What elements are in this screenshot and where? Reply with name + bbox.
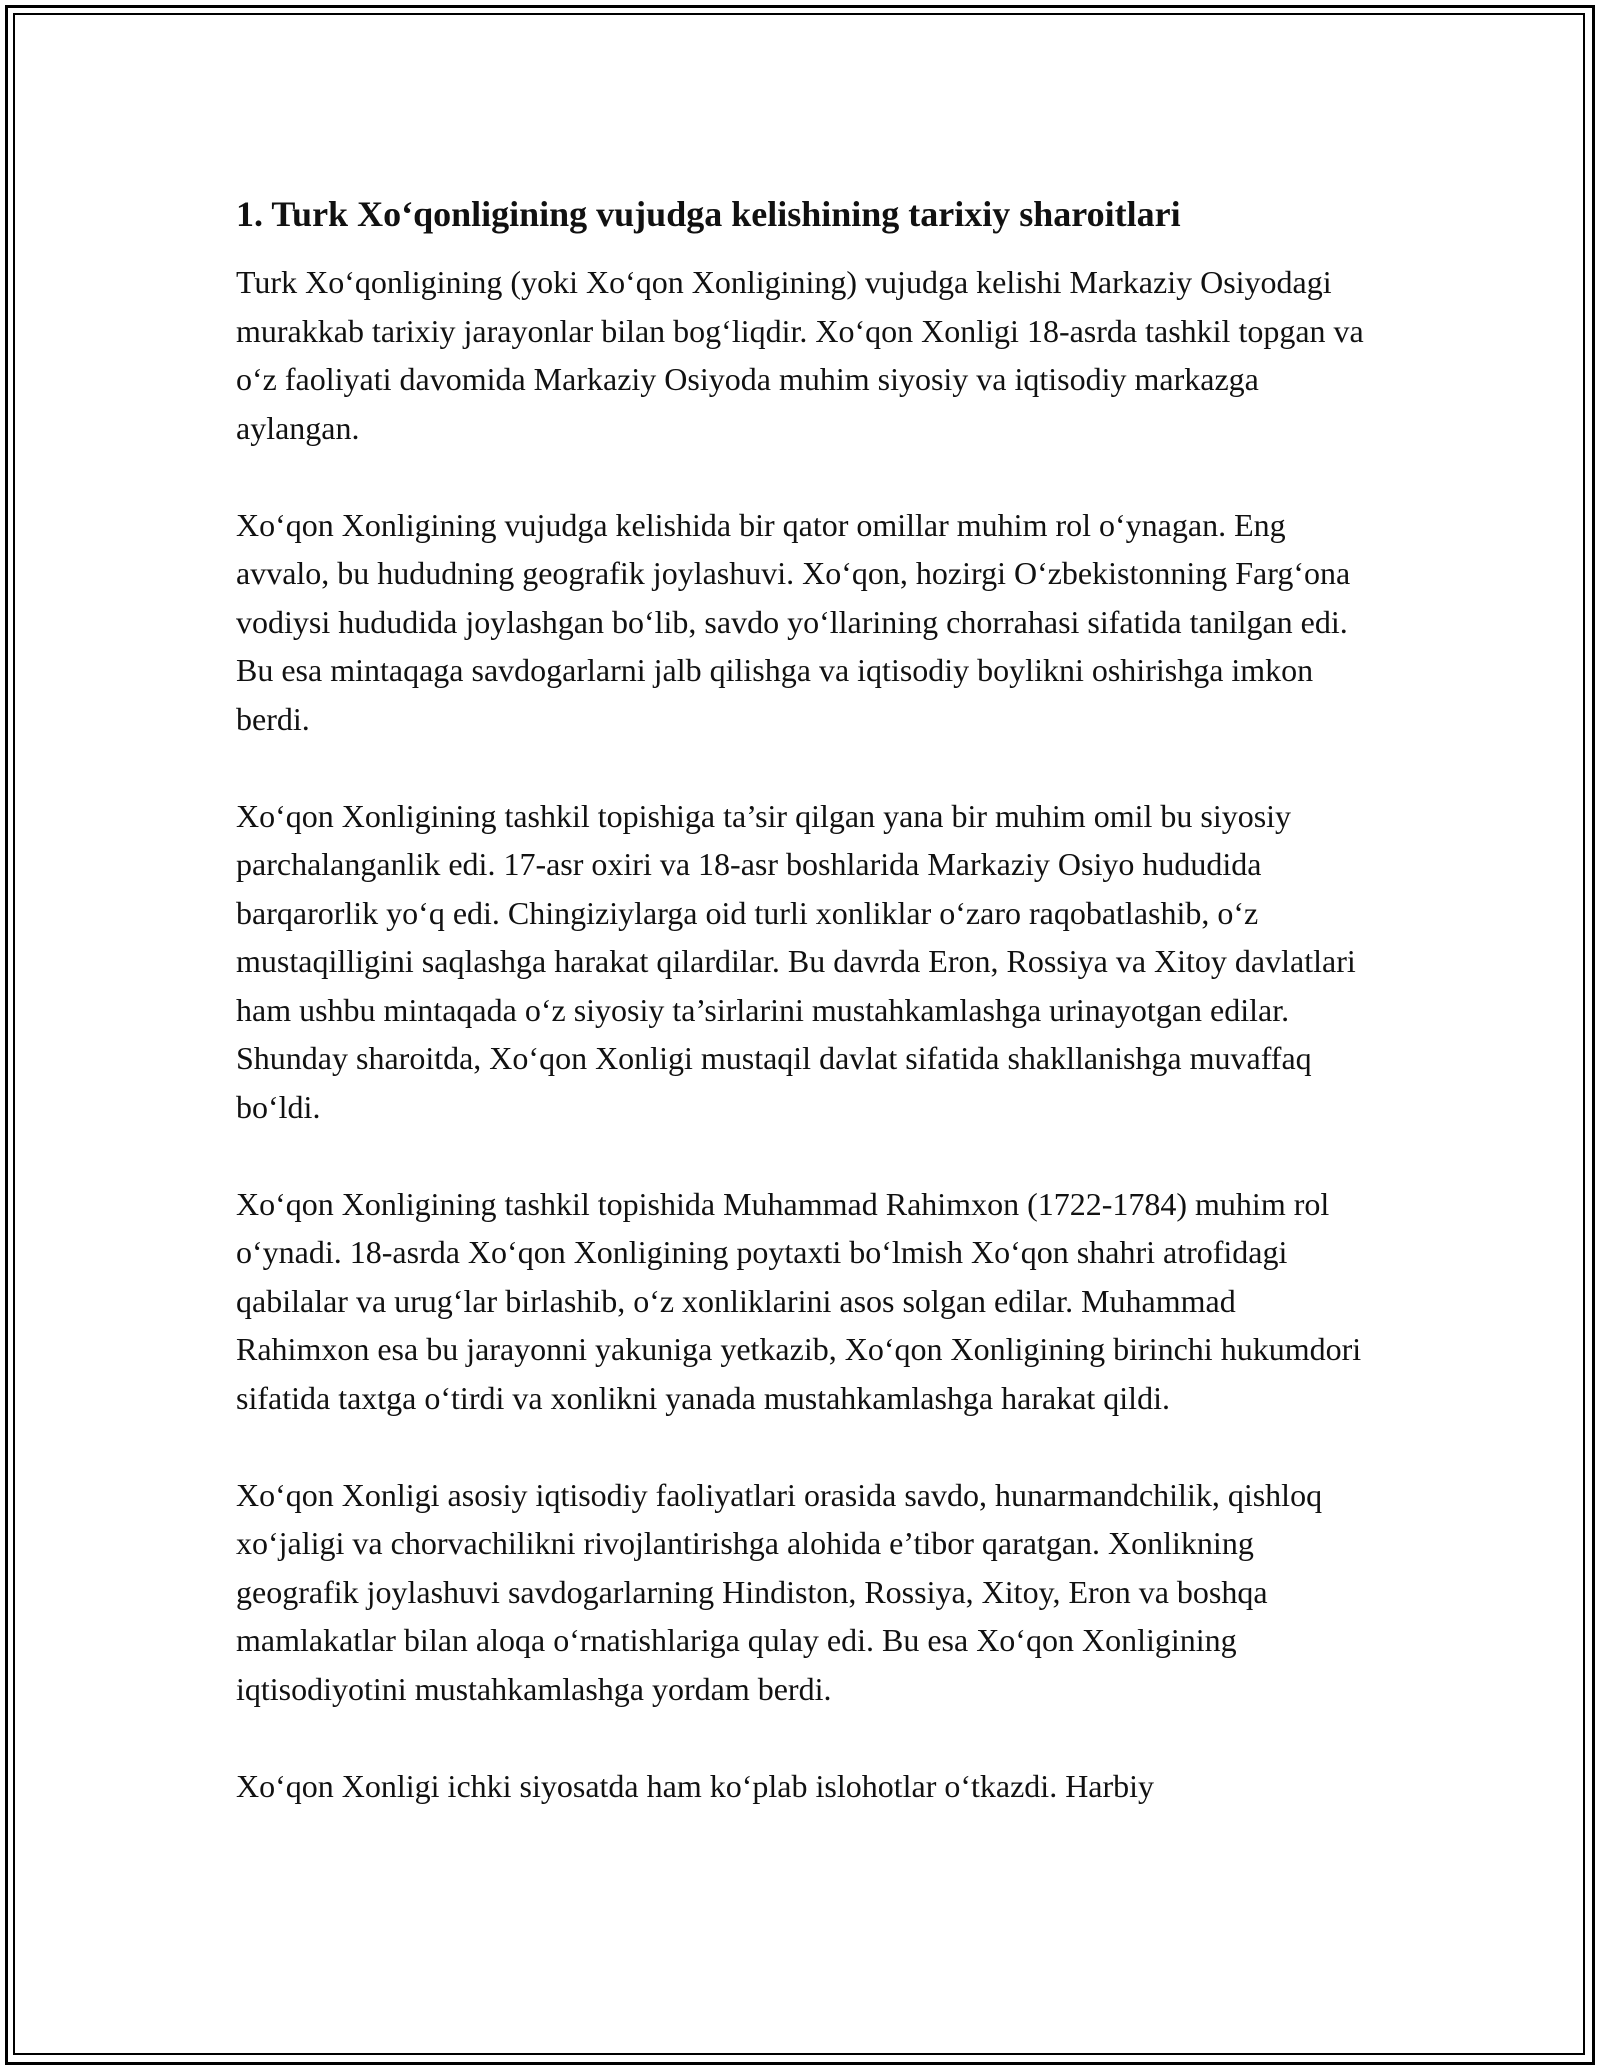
paragraph-6: Xo‘qon Xonligi ichki siyosatda ham ko‘plab islohotlar o‘tkazdi. Harbiy [236, 1767, 1155, 1804]
paragraph-1: Turk Xo‘qonligining (yoki Xo‘qon Xonligining) vujudga kelishi Markaziy Osiyodagi murakkab tarixiy jarayonlar bilan bog‘liqdir. Xo‘qon Xonligi 18-asrda tashkil topgan va o‘z faoliyati davomida Markaziy Osiyoda muhim siyosiy va iqtisodiy markazga aylangan. [236, 264, 1364, 446]
paragraph-3: Xo‘qon Xonligining tashkil topishiga ta’sir qilgan yana bir muhim omil bu siyosiy parchalanganlik edi. 17-asr oxiri va 18-asr boshlarida Markaziy Osiyo hududida barqarorlik yo‘q edi. Chingiziylarga oid turli xonliklar o‘zaro raqobatlashib, o‘z mustaqilligini saqlashga harakat qilardilar. Bu davrda Eron, Rossiya va Xitoy davlatlari ham ushbu mintaqada o‘z siyosiy ta’sirlarini mustahkamlashga urinayotgan edilar. Shunday sharoitda, Xo‘qon Xonligi mustaqil davlat sifatida shakllanishga muvaffaq bo‘ldi. [236, 797, 1356, 1125]
document-body [236, 186, 1366, 1859]
paragraph-2: Xo‘qon Xonligining vujudga kelishida bir qator omillar muhim rol o‘ynagan. Eng avvalo, bu hududning geografik joylashuvi. Xo‘qon, hozirgi O‘zbekistonning Farg‘ona vodiysi hududida joylashgan bo‘lib, savdo yo‘llarining chorrahasi sifatida tanilgan edi. Bu esa mintaqaga savdogarlarni jalb qilishga va iqtisodiy boylikni oshirishga imkon berdi. [236, 506, 1351, 737]
section-heading: 1. Turk Xo‘qonligining vujudga kelishining tarixiy sharoitlari [236, 194, 1181, 234]
paragraph-5: Xo‘qon Xonligi asosiy iqtisodiy faoliyatlari orasida savdo, hunarmandchilik, qishloq xo‘jaligi va chorvachilikni rivojlantirishga alohida e’tibor qaratgan. Xonlikning geografik joylashuvi savdogarlarning Hindiston, Rossiya, Xitoy, Eron va boshqa mamlakatlar bilan aloqa o‘rnatishlariga qulay edi. Bu esa Xo‘qon Xonligining iqtisodiyotini mustahkamlashga yordam berdi. [236, 1476, 1323, 1707]
paragraph-4: Xo‘qon Xonligining tashkil topishida Muhammad Rahimxon (1722-1784) muhim rol o‘ynadi. 18-asrda Xo‘qon Xonligining poytaxti bo‘lmish Xo‘qon shahri atrofidagi qabilalar va urug‘lar birlashib, o‘z xonliklarini asos solgan edilar. Muhammad Rahimxon esa bu jarayonni yakuniga yetkazib, Xo‘qon Xonligining birinchi hukumdori sifatida taxtga o‘tirdi va xonlikni yanada mustahkamlashga harakat qildi. [236, 1185, 1362, 1416]
